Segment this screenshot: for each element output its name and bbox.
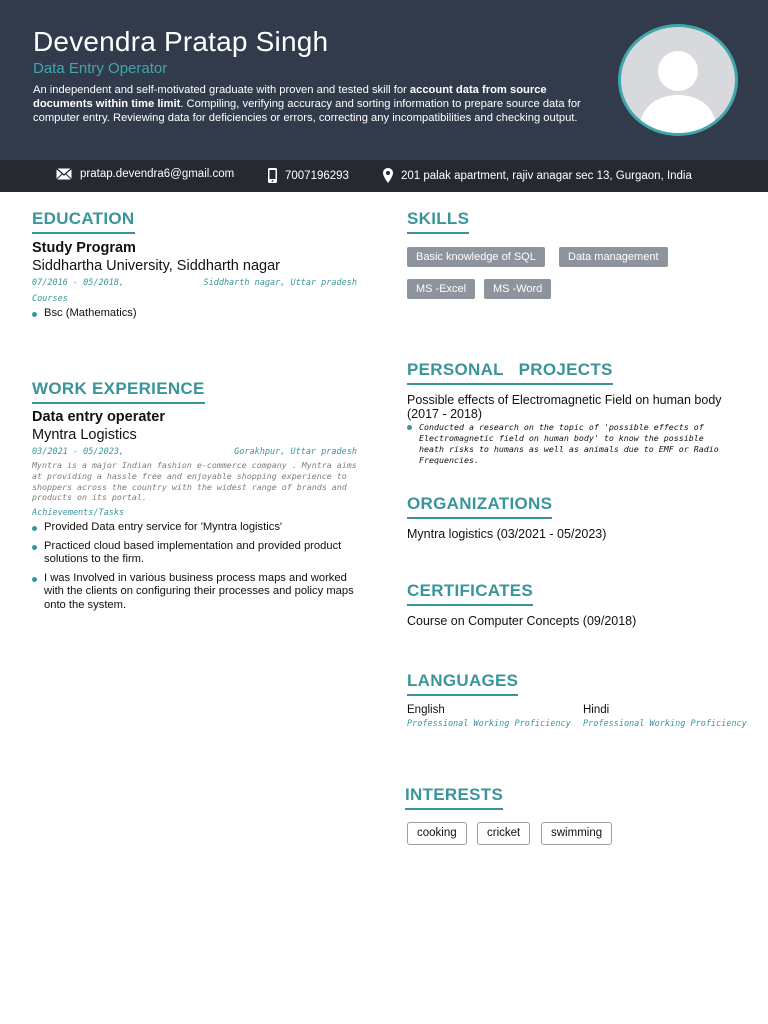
address-text: 201 palak apartment, rajiv anagar sec 13, Gurgaon, India	[401, 169, 692, 182]
language-level: Professional Working Proficiency	[407, 719, 571, 729]
organizations-heading: ORGANIZATIONS	[407, 494, 552, 519]
work-location: Gorakhpur, Uttar pradesh	[234, 447, 357, 457]
summary-text-2: . Compiling, verifying accuracy and sorting information to prepare source data for computer entry. Reviewing data for deficiencies or errors, correcting any incompatibilities and checking output.	[33, 97, 581, 124]
phone-icon	[268, 168, 277, 183]
resume-header	[0, 0, 768, 160]
email-text: pratap.devendra6@gmail.com	[80, 168, 235, 180]
interest-tag: swimming	[541, 822, 612, 845]
list-item: Provided Data entry service for 'Myntra logistics'	[32, 521, 362, 535]
certificates-heading: CERTIFICATES	[407, 581, 533, 606]
profile-summary	[33, 84, 593, 125]
skills-heading: SKILLS	[407, 209, 469, 234]
project-bullets	[407, 422, 732, 466]
work-position: Data entry operater	[32, 409, 165, 425]
work-company: Myntra Logistics	[32, 427, 137, 443]
list-item: Conducted a research on the topic of 'possible effects of Electromagnetic field on human body' to know the possible heath risks to humans as well as animals due to EMF or Radio Frequencies.	[407, 422, 732, 466]
courses-list	[32, 307, 362, 326]
project-title: Possible effects of Electromagnetic Field on human body (2017 - 2018)	[407, 393, 722, 421]
interest-tag: cricket	[477, 822, 530, 845]
avatar-placeholder-icon	[618, 24, 738, 136]
education-heading: EDUCATION	[32, 209, 135, 234]
tasks-list	[32, 521, 362, 617]
summary-text-1: An independent and self-motivated graduate with proven and tested skill for	[33, 84, 410, 96]
phone-text: 7007196293	[285, 169, 349, 182]
courses-label: Courses	[32, 294, 68, 304]
skill-tag: Basic knowledge of SQL	[407, 247, 545, 267]
contact-email[interactable]	[56, 168, 234, 180]
skill-tag: Data management	[559, 247, 668, 267]
summary-text-bold: account data from source documents within time limit	[33, 84, 547, 110]
work-dates: 03/2021 - 05/2023,	[32, 447, 125, 457]
company-description: Myntra is a major Indian fashion e-commerce company . Myntra aims at providing a hassle free and enjoyable shopping experience to shoppers across the country with the widest range of brands and products on its portal.	[32, 460, 357, 503]
certificate-item: Course on Computer Concepts (09/2018)	[407, 614, 637, 628]
education-location: Siddharth nagar, Uttar pradesh	[203, 278, 357, 288]
list-item: I was Involved in various business process maps and worked with the clients on configuring their processes and policy maps onto the system.	[32, 572, 362, 613]
candidate-name: Devendra Pratap Singh	[33, 26, 329, 57]
list-item: Bsc (Mathematics)	[32, 307, 362, 321]
projects-heading: PERSONAL PROJECTS	[407, 360, 613, 385]
language-level: Professional Working Proficiency	[583, 719, 747, 729]
contact-bar	[0, 160, 768, 192]
contact-phone[interactable]	[268, 168, 349, 183]
language-name: English	[407, 704, 445, 716]
location-pin-icon	[383, 168, 393, 183]
education-program: Study Program	[32, 240, 136, 256]
list-item: Practiced cloud based implementation and provided product solutions to the firm.	[32, 540, 362, 567]
candidate-role: Data Entry Operator	[33, 60, 168, 77]
work-experience-heading: WORK EXPERIENCE	[32, 379, 205, 404]
skill-tag: MS -Word	[484, 279, 551, 299]
tasks-label: Achievements/Tasks	[32, 508, 125, 518]
skill-tag: MS -Excel	[407, 279, 475, 299]
avatar	[618, 24, 738, 136]
contact-address	[383, 168, 692, 183]
envelope-icon	[56, 168, 72, 180]
interest-tag: cooking	[407, 822, 467, 845]
interests-heading: INTERESTS	[405, 785, 503, 810]
languages-heading: LANGUAGES	[407, 671, 518, 696]
language-name: Hindi	[583, 704, 610, 716]
education-dates: 07/2016 - 05/2018,	[32, 278, 125, 288]
education-school: Siddhartha University, Siddharth nagar	[32, 258, 280, 274]
organization-item: Myntra logistics (03/2021 - 05/2023)	[407, 527, 607, 541]
